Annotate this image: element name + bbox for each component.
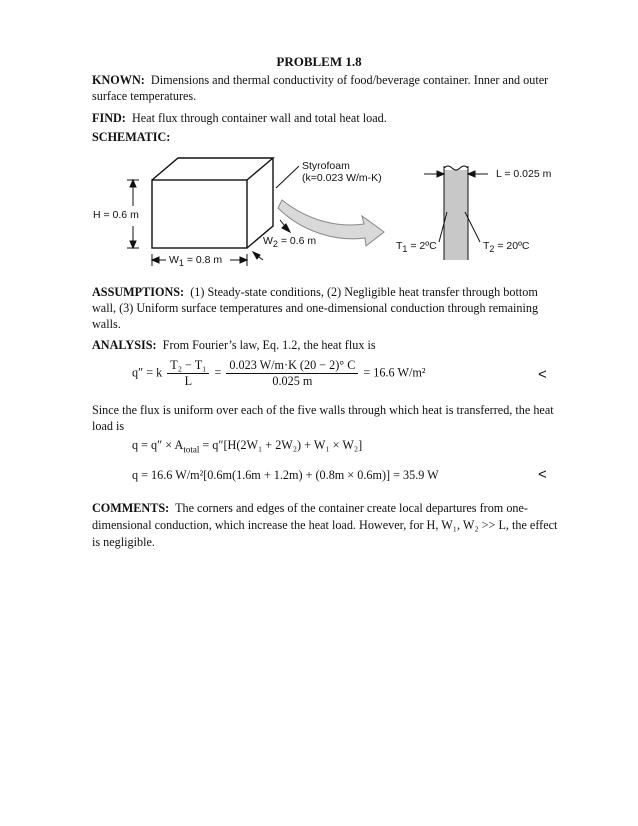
w1-label: $W_1 = 0.8$ m	[169, 254, 223, 269]
comments-text: The corners and edges of the container create local departures from one-dimensional conduction, which increase the heat load. However, for H, W₁, W₂ >> L, the effect is negligible.	[92, 501, 558, 549]
between-paragraph: Since the flux is uniform over each of the five walls through which heat is transferred, the heat load is	[92, 403, 554, 433]
container-box	[152, 158, 273, 248]
find-label: FIND:	[92, 111, 126, 125]
styrofoam-name: Styrofoam	[302, 160, 350, 172]
analysis-label: ANALYSIS:	[92, 338, 157, 352]
analysis-text: From Fourier’s law, Eq. 1.2, the heat flux is	[162, 338, 376, 352]
analysis-paragraph	[92, 337, 562, 353]
check-mark-1: <	[538, 366, 547, 383]
styrofoam-label	[302, 160, 382, 184]
find-text: Heat flux through container wall and total heat load.	[131, 111, 387, 125]
t1-label: $T_1$ = 2ºC	[396, 240, 437, 255]
thickness-label: L = 0.025 m	[496, 168, 552, 180]
schematic-label: SCHEMATIC:	[92, 130, 171, 144]
eq1-fraction-1: $\frac{\text{T₂ − T₁}}{L}$	[167, 358, 209, 389]
assumptions-label: ASSUMPTIONS:	[92, 285, 185, 299]
known-label: KNOWN:	[92, 73, 145, 87]
eq1-lhs: q″ = k	[132, 365, 163, 380]
find-paragraph	[92, 110, 562, 126]
check-mark-2: <	[538, 466, 547, 483]
schematic-heading	[92, 129, 562, 145]
height-label: H = 0.6 m	[93, 209, 139, 221]
eq1-result: = 16.6 W/m²	[363, 365, 426, 380]
known-paragraph	[92, 72, 562, 104]
assumptions-text: (1) Steady-state conditions, (2) Negligible heat transfer through bottom wall, (3) Uniform surface temperatures and one-dimensional conduction through remaining walls.	[92, 285, 539, 331]
w2-label: $W_2 = 0.6$ m	[263, 235, 317, 250]
heat-flux-equation: q″ = k $\frac{\text{T₂ − T₁}}{L}$ = $\frac{0.023 W/m\cdot K (20 - 2)^\circ C}{0.025 m}$ = 16.6 W/m²	[132, 358, 426, 388]
conductivity-value: (k=0.023 W/m-K)	[302, 172, 382, 184]
heat-load-result: q = 16.6 W/m²[0.6m(1.6m + 1.2m) + (0.8m × 0.6m)] = 35.9 W	[132, 468, 439, 482]
heat-load-equation: $q = q'' \times A_{total} = q''[H(2W_1 + 2W_2) + W_1 \times W_2]$	[132, 438, 363, 455]
t2-label: $T_2$ = 20ºC	[483, 240, 530, 255]
assumptions-paragraph	[92, 284, 562, 332]
eq1-fraction-2: $\frac{0.023 W/m\cdot K (20 - 2)^\circ C}{0.025 m}$	[226, 358, 358, 389]
styrofoam-leader	[276, 166, 299, 188]
comments-label: COMMENTS:	[92, 501, 170, 515]
wall-section	[444, 166, 468, 260]
problem-title: PROBLEM 1.8	[276, 54, 362, 69]
comments-paragraph	[92, 500, 562, 551]
known-text: Dimensions and thermal conductivity of food/beverage container. Inner and outer surface temperatures.	[92, 73, 549, 103]
